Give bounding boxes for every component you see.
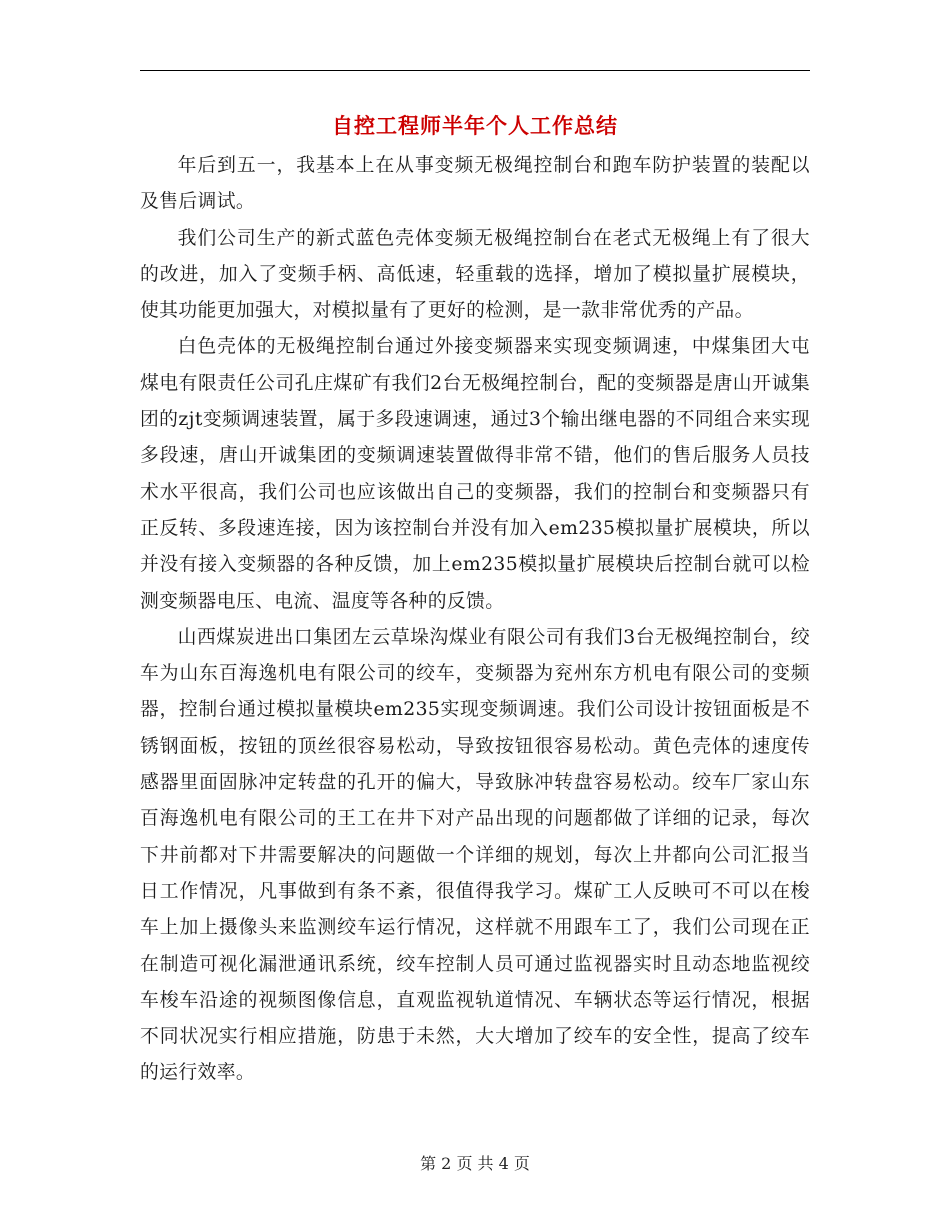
paragraph-4: 山西煤炭进出口集团左云草垛沟煤业有限公司有我们3台无极绳控制台，绞车为山东百海逸机电有限公司的绞车，变频器为兖州东方机电有限公司的变频器，控制台通过模拟量模块em235实现变频调速。我们公司设计按钮面板是不锈钢面板，按钮的顶丝很容易松动，导致按钮很容易松动。黄色壳体的速度传感器里面固脉冲定转盘的孔开的偏大，导致脉冲转盘容易松动。绞车厂家山东百海逸机电有限公司的王工在井下对产品出现的问题都做了详细的记录，每次下井前都对下井需要解决的问题做一个详细的规划，每次上井都向公司汇报当日工作情况，凡事做到有条不紊，很值得我学习。煤矿工人反映可不可以在梭车上加上摄像头来监测绞车运行情况，这样就不用跟车工了，我们公司现在正在制造可视化漏泄通讯系统，绞车控制人员可通过监视器实时且动态地监视绞车梭车沿途的视频图像信息，直观监视轨道情况、车辆状态等运行情况，根据不同状况实行相应措施，防患于未然，大大增加了绞车的安全性，提高了绞车的运行效率。 <box>140 626 810 1084</box>
paragraph-3: 白色壳体的无极绳控制台通过外接变频器来实现变频调速，中煤集团大屯煤电有限责任公司孔庄煤矿有我们2台无极绳控制台，配的变频器是唐山开诚集团的zjt变频调速装置，属于多段速调速，通过3个输出继电器的不同组合来实现多段速，唐山开诚集团的变频调速装置做得非常不错，他们的售后服务人员技术水平很高，我们公司也应该做出自己的变频器，我们的控制台和变频器只有正反转、多段速连接，因为该控制台并没有加入em235模拟量扩展模块，所以并没有接入变频器的各种反馈，加上em235模拟量扩展模块后控制台就可以检测变频器电压、电流、温度等各种的反馈。 <box>140 336 810 612</box>
page-number: 第 2 页 共 4 页 <box>420 1154 530 1173</box>
document-body <box>140 148 810 1092</box>
document-title: 自控工程师半年个人工作总结 <box>332 113 618 138</box>
paragraph-1: 年后到五一，我基本上在从事变频无极绳控制台和跑车防护装置的装配以及售后调试。 <box>140 155 810 213</box>
paragraph-2: 我们公司生产的新式蓝色壳体变频无极绳控制台在老式无极绳上有了很大的改进，加入了变频手柄、高低速，轻重载的选择，增加了模拟量扩展模块，使其功能更加强大，对模拟量有了更好的检测，是一款非常优秀的产品。 <box>140 227 810 322</box>
header-rule <box>140 70 810 71</box>
